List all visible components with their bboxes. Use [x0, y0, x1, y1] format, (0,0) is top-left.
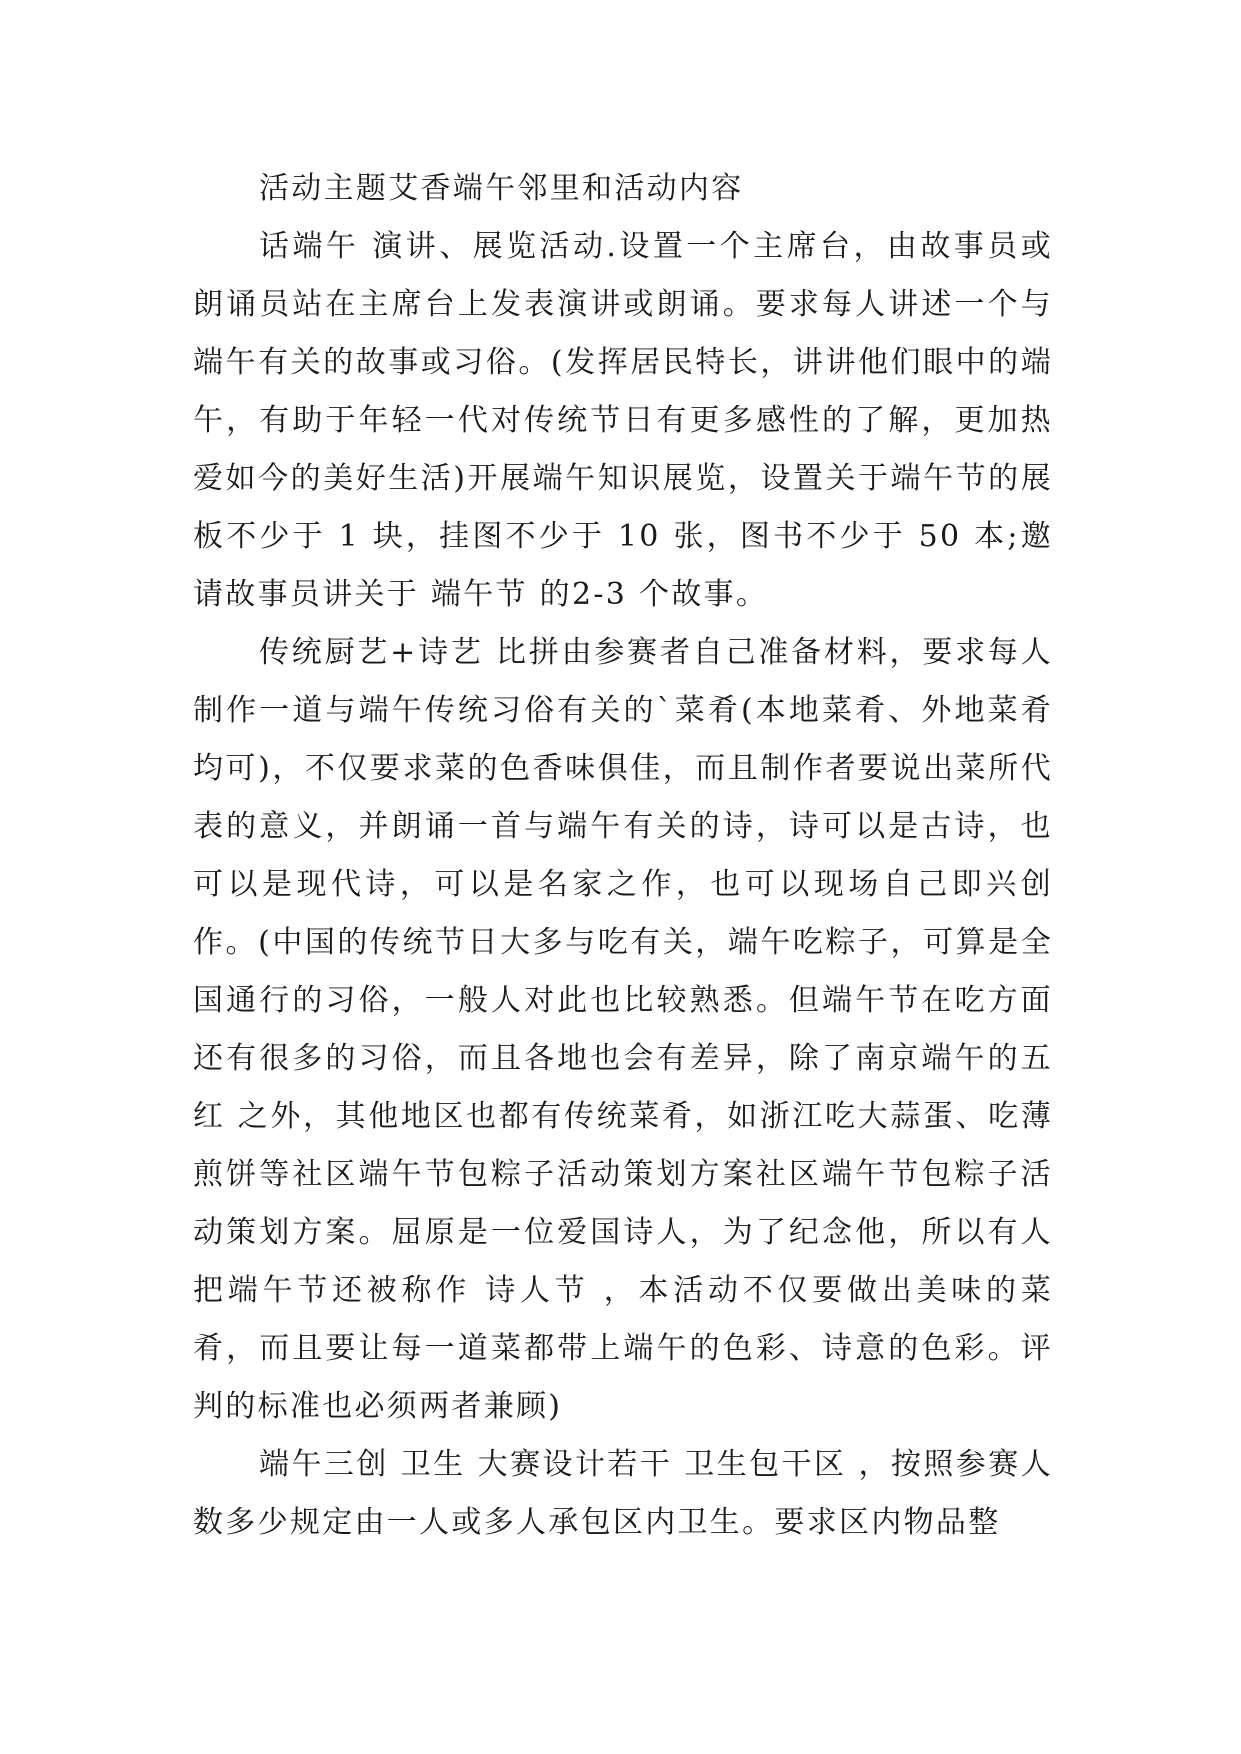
paragraph-cooking-poetry: 传统厨艺+诗艺 比拼由参赛者自己准备材料，要求每人制作一道与端午传统习俗有关的`菜肴(本地菜肴、外地菜肴均可)，不仅要求菜的色香味俱佳，而且制作者要说出菜所代表的意义，并朗诵一首与端午有关的诗，诗可以是古诗，也可以是现代诗，可以是名家之作，也可以现场自己即兴创作。(中国的传统节日大多与吃有关，端午吃粽子，可算是全国通行的习俗，一般人对此也比较熟悉。但端午节在吃方面还有很多的习俗，而且各地也会有差异，除了南京端午的五红 之外，其他地区也都有传统菜肴，如浙江吃大蒜蛋、吃薄煎饼等社区端午节包粽子活动策划方案社区端午节包粽子活动策划方案。屈原是一位爱国诗人，为了纪念他，所以有人把端午节还被称作 诗人节 ，本活动不仅要做出美味的菜肴，而且要让每一道菜都带上端午的色彩、诗意的色彩。评判的标准也必须两者兼顾) [193, 635, 1053, 1424]
document-body [193, 160, 1053, 1552]
paragraph-activity-theme: 活动主题艾香端午邻里和活动内容 [259, 171, 744, 206]
paragraph-hygiene-contest: 端午三创 卫生 大赛设计若干 卫生包干区 ，按照参赛人数多少规定由一人或多人承包区内卫生。要求区内物品整 [193, 1447, 1053, 1540]
paragraph-speech-exhibition: 话端午 演讲、展览活动.设置一个主席台，由故事员或朗诵员站在主席台上发表演讲或朗诵。要求每人讲述一个与端午有关的故事或习俗。(发挥居民特长，讲讲他们眼中的端午，有助于年轻一代对传统节日有更多感性的了解，更加热爱如今的美好生活)开展端午知识展览，设置关于端午节的展板不少于 1 块，挂图不少于 10 张，图书不少于 50 本;邀请故事员讲关于 端午节 的2-3 个故事。 [193, 229, 1053, 612]
